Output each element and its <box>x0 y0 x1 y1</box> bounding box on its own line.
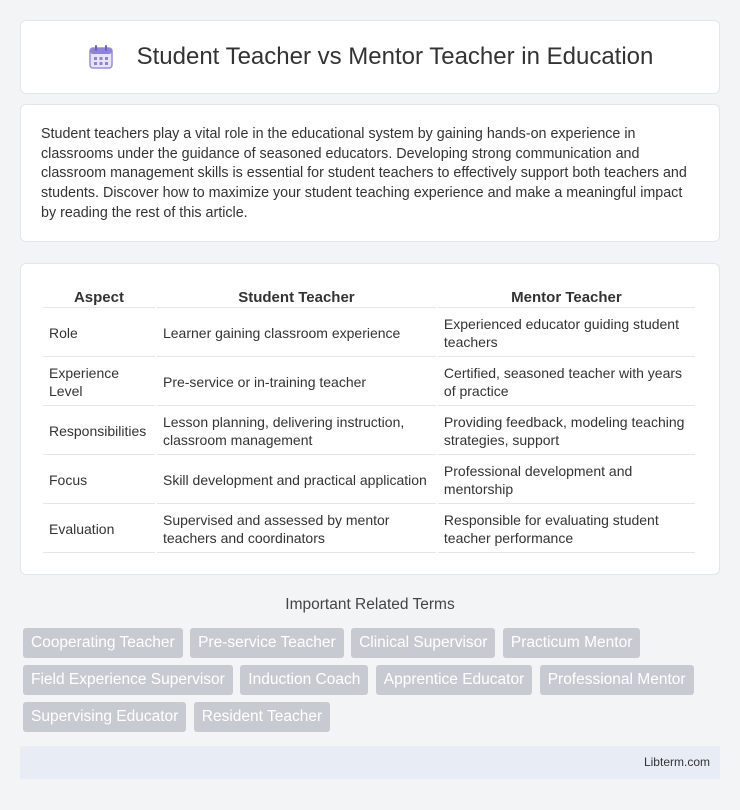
page-title: Student Teacher vs Mentor Teacher in Education <box>136 43 654 70</box>
aspect-cell: Role <box>43 310 155 357</box>
student-cell: Learner gaining classroom experience <box>157 310 436 357</box>
intro-card <box>20 104 720 242</box>
related-terms-list <box>23 628 723 739</box>
related-term-tag[interactable]: Pre-service Teacher <box>190 628 344 658</box>
related-term-tag[interactable]: Practicum Mentor <box>503 628 640 658</box>
table-row <box>43 408 695 455</box>
comparison-table-card <box>20 263 720 575</box>
aspect-cell: Evaluation <box>43 506 155 553</box>
related-term-tag[interactable]: Supervising Educator <box>23 702 186 732</box>
related-term-tag[interactable]: Professional Mentor <box>540 665 694 695</box>
related-term-tag[interactable]: Induction Coach <box>240 665 368 695</box>
header-student-teacher: Student Teacher <box>157 284 436 308</box>
mentor-cell: Responsible for evaluating student teacher performance <box>438 506 695 553</box>
intro-paragraph: Student teachers play a vital role in the educational system by gaining hands-on experience in classrooms under the guidance of seasoned educators. Developing strong communication and classroom management skills is essential for student teachers to effectively support both teachers and students. Discover how to maximize your student teaching experience and make a meaningful impact by reading the rest of this article. <box>41 126 687 221</box>
header-aspect: Aspect <box>43 284 155 308</box>
related-term-tag[interactable]: Resident Teacher <box>194 702 330 732</box>
header-mentor-teacher: Mentor Teacher <box>438 284 695 308</box>
related-terms-title: Important Related Terms <box>285 596 455 613</box>
footer <box>20 746 720 779</box>
table-row <box>43 359 695 406</box>
mentor-cell: Certified, seasoned teacher with years of practice <box>438 359 695 406</box>
table-header-row <box>43 284 695 308</box>
mentor-cell: Providing feedback, modeling teaching strategies, support <box>438 408 695 455</box>
mentor-cell: Experienced educator guiding student teachers <box>438 310 695 357</box>
table-row <box>43 310 695 357</box>
aspect-cell: Experience Level <box>43 359 155 406</box>
aspect-cell: Responsibilities <box>43 408 155 455</box>
related-term-tag[interactable]: Cooperating Teacher <box>23 628 183 658</box>
student-cell: Pre-service or in-training teacher <box>157 359 436 406</box>
footer-brand-link[interactable]: Libterm.com <box>643 755 710 769</box>
related-term-tag[interactable]: Field Experience Supervisor <box>23 665 233 695</box>
related-term-tag[interactable]: Clinical Supervisor <box>351 628 495 658</box>
comparison-table <box>41 282 697 555</box>
table-row <box>43 506 695 553</box>
calendar-icon <box>87 43 115 71</box>
student-cell: Skill development and practical application <box>157 457 436 504</box>
table-row <box>43 457 695 504</box>
aspect-cell: Focus <box>43 457 155 504</box>
student-cell: Supervised and assessed by mentor teachers and coordinators <box>157 506 436 553</box>
student-cell: Lesson planning, delivering instruction, classroom management <box>157 408 436 455</box>
mentor-cell: Professional development and mentorship <box>438 457 695 504</box>
related-term-tag[interactable]: Apprentice Educator <box>376 665 532 695</box>
header-card <box>20 20 720 94</box>
